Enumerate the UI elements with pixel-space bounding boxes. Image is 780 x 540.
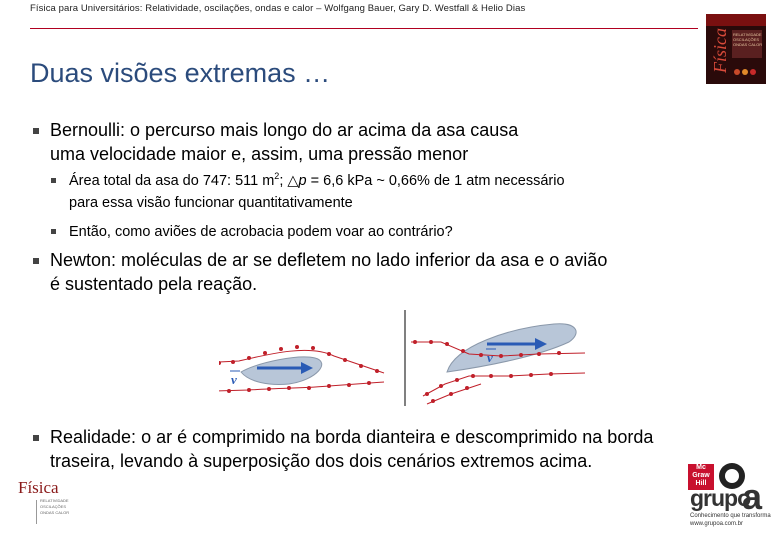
grupo-logo-text: grupo xyxy=(690,485,751,511)
tagline-url: www.grupoa.com.br xyxy=(690,521,744,527)
slide-title: Duas visões extremas … xyxy=(30,58,331,88)
newton-diagram xyxy=(411,324,585,404)
cover-title: Física xyxy=(710,28,730,73)
sub-bullet-marker xyxy=(51,229,56,234)
cover-dots-graphic xyxy=(733,64,761,80)
header-divider xyxy=(30,28,698,29)
bullet-bernoulli-line1: Bernoulli: o percurso mais longo do ar acima da asa causa xyxy=(50,120,519,140)
footer-fisica-logo: Física xyxy=(18,478,59,497)
superscript-2: 2 xyxy=(274,171,280,182)
grupo-a-letter: a xyxy=(742,476,763,517)
bullet-bernoulli-line2: uma velocidade maior e, assim, uma pressão menor xyxy=(50,144,469,164)
pressure-value-text: = 6,6 kPa ~ 0,66% de 1 atm necessário xyxy=(306,173,565,189)
bullet-newton-line1: Newton: moléculas de ar se defletem no lado inferior da asa e o avião xyxy=(50,250,608,270)
bullet-marker xyxy=(33,128,39,134)
book-cover-thumbnail xyxy=(706,14,766,84)
seal-inner xyxy=(725,469,739,483)
bernoulli-diagram xyxy=(219,345,384,394)
bullet-reality-line2: traseira, levando à superposição dos dois cenários extremos acima. xyxy=(50,451,593,471)
tagline-line1: Conhecimento que transforma xyxy=(690,513,771,519)
bullet-marker xyxy=(33,258,39,264)
pressure-symbol: p xyxy=(298,173,307,189)
cover-small-text: RELATIVIDADE OSCILAÇÕES ONDAS CALOR xyxy=(733,32,763,47)
flow-line-lower-left xyxy=(219,382,384,392)
bullet-newton-line2: é sustentado pela reação. xyxy=(50,274,258,294)
flow-line-lower-right xyxy=(423,373,585,396)
wing-left xyxy=(241,357,322,385)
airflow-figure xyxy=(219,306,585,410)
bullet-marker xyxy=(33,435,39,441)
velocity-label-right: v xyxy=(487,350,493,365)
sub-bullet-wing-area-line1 xyxy=(69,173,565,189)
mcgraw-hill-logo: Mc Graw Hill xyxy=(688,464,714,490)
cover-stripe xyxy=(706,14,766,26)
sub-bullet-wing-area-line2: para essa visão funcionar quantitativamente xyxy=(69,195,353,211)
bullet-reality-line1: Realidade: o ar é comprimido na borda dianteira e descomprimido na borda xyxy=(50,427,654,447)
sub-bullet-marker xyxy=(51,178,56,183)
wing-area-text: Área total da asa do 747: 511 m xyxy=(69,173,275,189)
footer-fisica-subtitle: RELATIVIDADE OSCILAÇÕES ONDAS CALOR xyxy=(40,498,70,515)
velocity-label-left: v xyxy=(231,372,237,387)
sub-bullet-acrobatic: Então, como aviões de acrobacia podem voar ao contrário? xyxy=(69,224,453,240)
wing-right xyxy=(447,324,576,372)
grupo-tagline xyxy=(690,512,771,528)
book-header: Física para Universitários: Relatividade, oscilações, ondas e calor – Wolfgang Bauer, Gary D. Westfall & Helio Dias xyxy=(30,3,526,14)
flow-line-deflected-right xyxy=(427,384,481,404)
footer-logo-rule xyxy=(36,500,37,524)
delta-text: ; △ xyxy=(279,173,299,189)
